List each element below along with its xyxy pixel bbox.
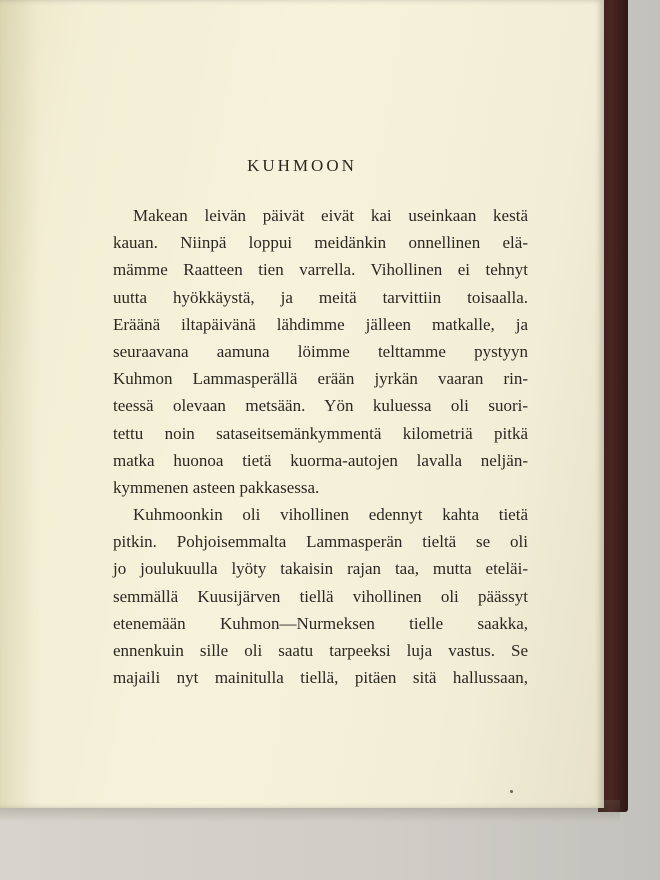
text-line: majaili nyt mainitulla tiellä, pitäen sitä hallussaan, xyxy=(113,668,528,688)
text-line: teessä olevaan metsään. Yön kuluessa oli suori- xyxy=(113,396,528,416)
text-line: matka huonoa tietä kuorma-autojen lavalla neljän- xyxy=(113,450,528,470)
text-line: Kuhmoonkin oli vihollinen edennyt kahta tietä xyxy=(133,505,528,525)
text-line: kauan. Niinpä loppui meidänkin onnellinen elä- xyxy=(113,233,528,253)
text-line: semmällä Kuusijärven tiellä vihollinen oli päässyt xyxy=(113,586,528,606)
paragraph-1 xyxy=(113,202,528,501)
text-line: seuraavana aamuna löimme telttamme pystyyn xyxy=(113,341,528,361)
text-line: kymmenen asteen pakkasessa. xyxy=(113,477,320,497)
text-line: mämme Raatteen tien varrella. Vihollinen ei tehnyt xyxy=(113,260,528,280)
text-line: Makean leivän päivät eivät kai useinkaan kestä xyxy=(133,206,528,225)
text-line: tettu noin sataseitsemänkymmentä kilometriä pitkä xyxy=(113,423,528,443)
body-text xyxy=(113,202,528,691)
text-line: Eräänä iltapäivänä lähdimme jälleen matkalle, ja xyxy=(113,314,528,334)
paper-speck xyxy=(510,790,513,793)
text-line: jo joulukuulla lyöty takaisin rajan taa, mutta eteläi- xyxy=(113,559,528,579)
text-line: Kuhmon Lammasperällä erään jyrkän vaaran rin- xyxy=(113,369,528,389)
text-line: ennenkuin sille oli saatu tarpeeksi luja vastus. Se xyxy=(113,641,528,660)
text-line: uutta hyökkäystä, ja meitä tarvittiin toisaalla. xyxy=(113,287,528,307)
paragraph-2 xyxy=(113,501,528,691)
text-line: etenemään Kuhmon—Nurmeksen tielle saakka, xyxy=(113,613,528,633)
chapter-title: KUHMOON xyxy=(247,156,357,175)
text-line: pitkin. Pohjoisemmalta Lammasperän tieltä se oli xyxy=(113,532,528,552)
